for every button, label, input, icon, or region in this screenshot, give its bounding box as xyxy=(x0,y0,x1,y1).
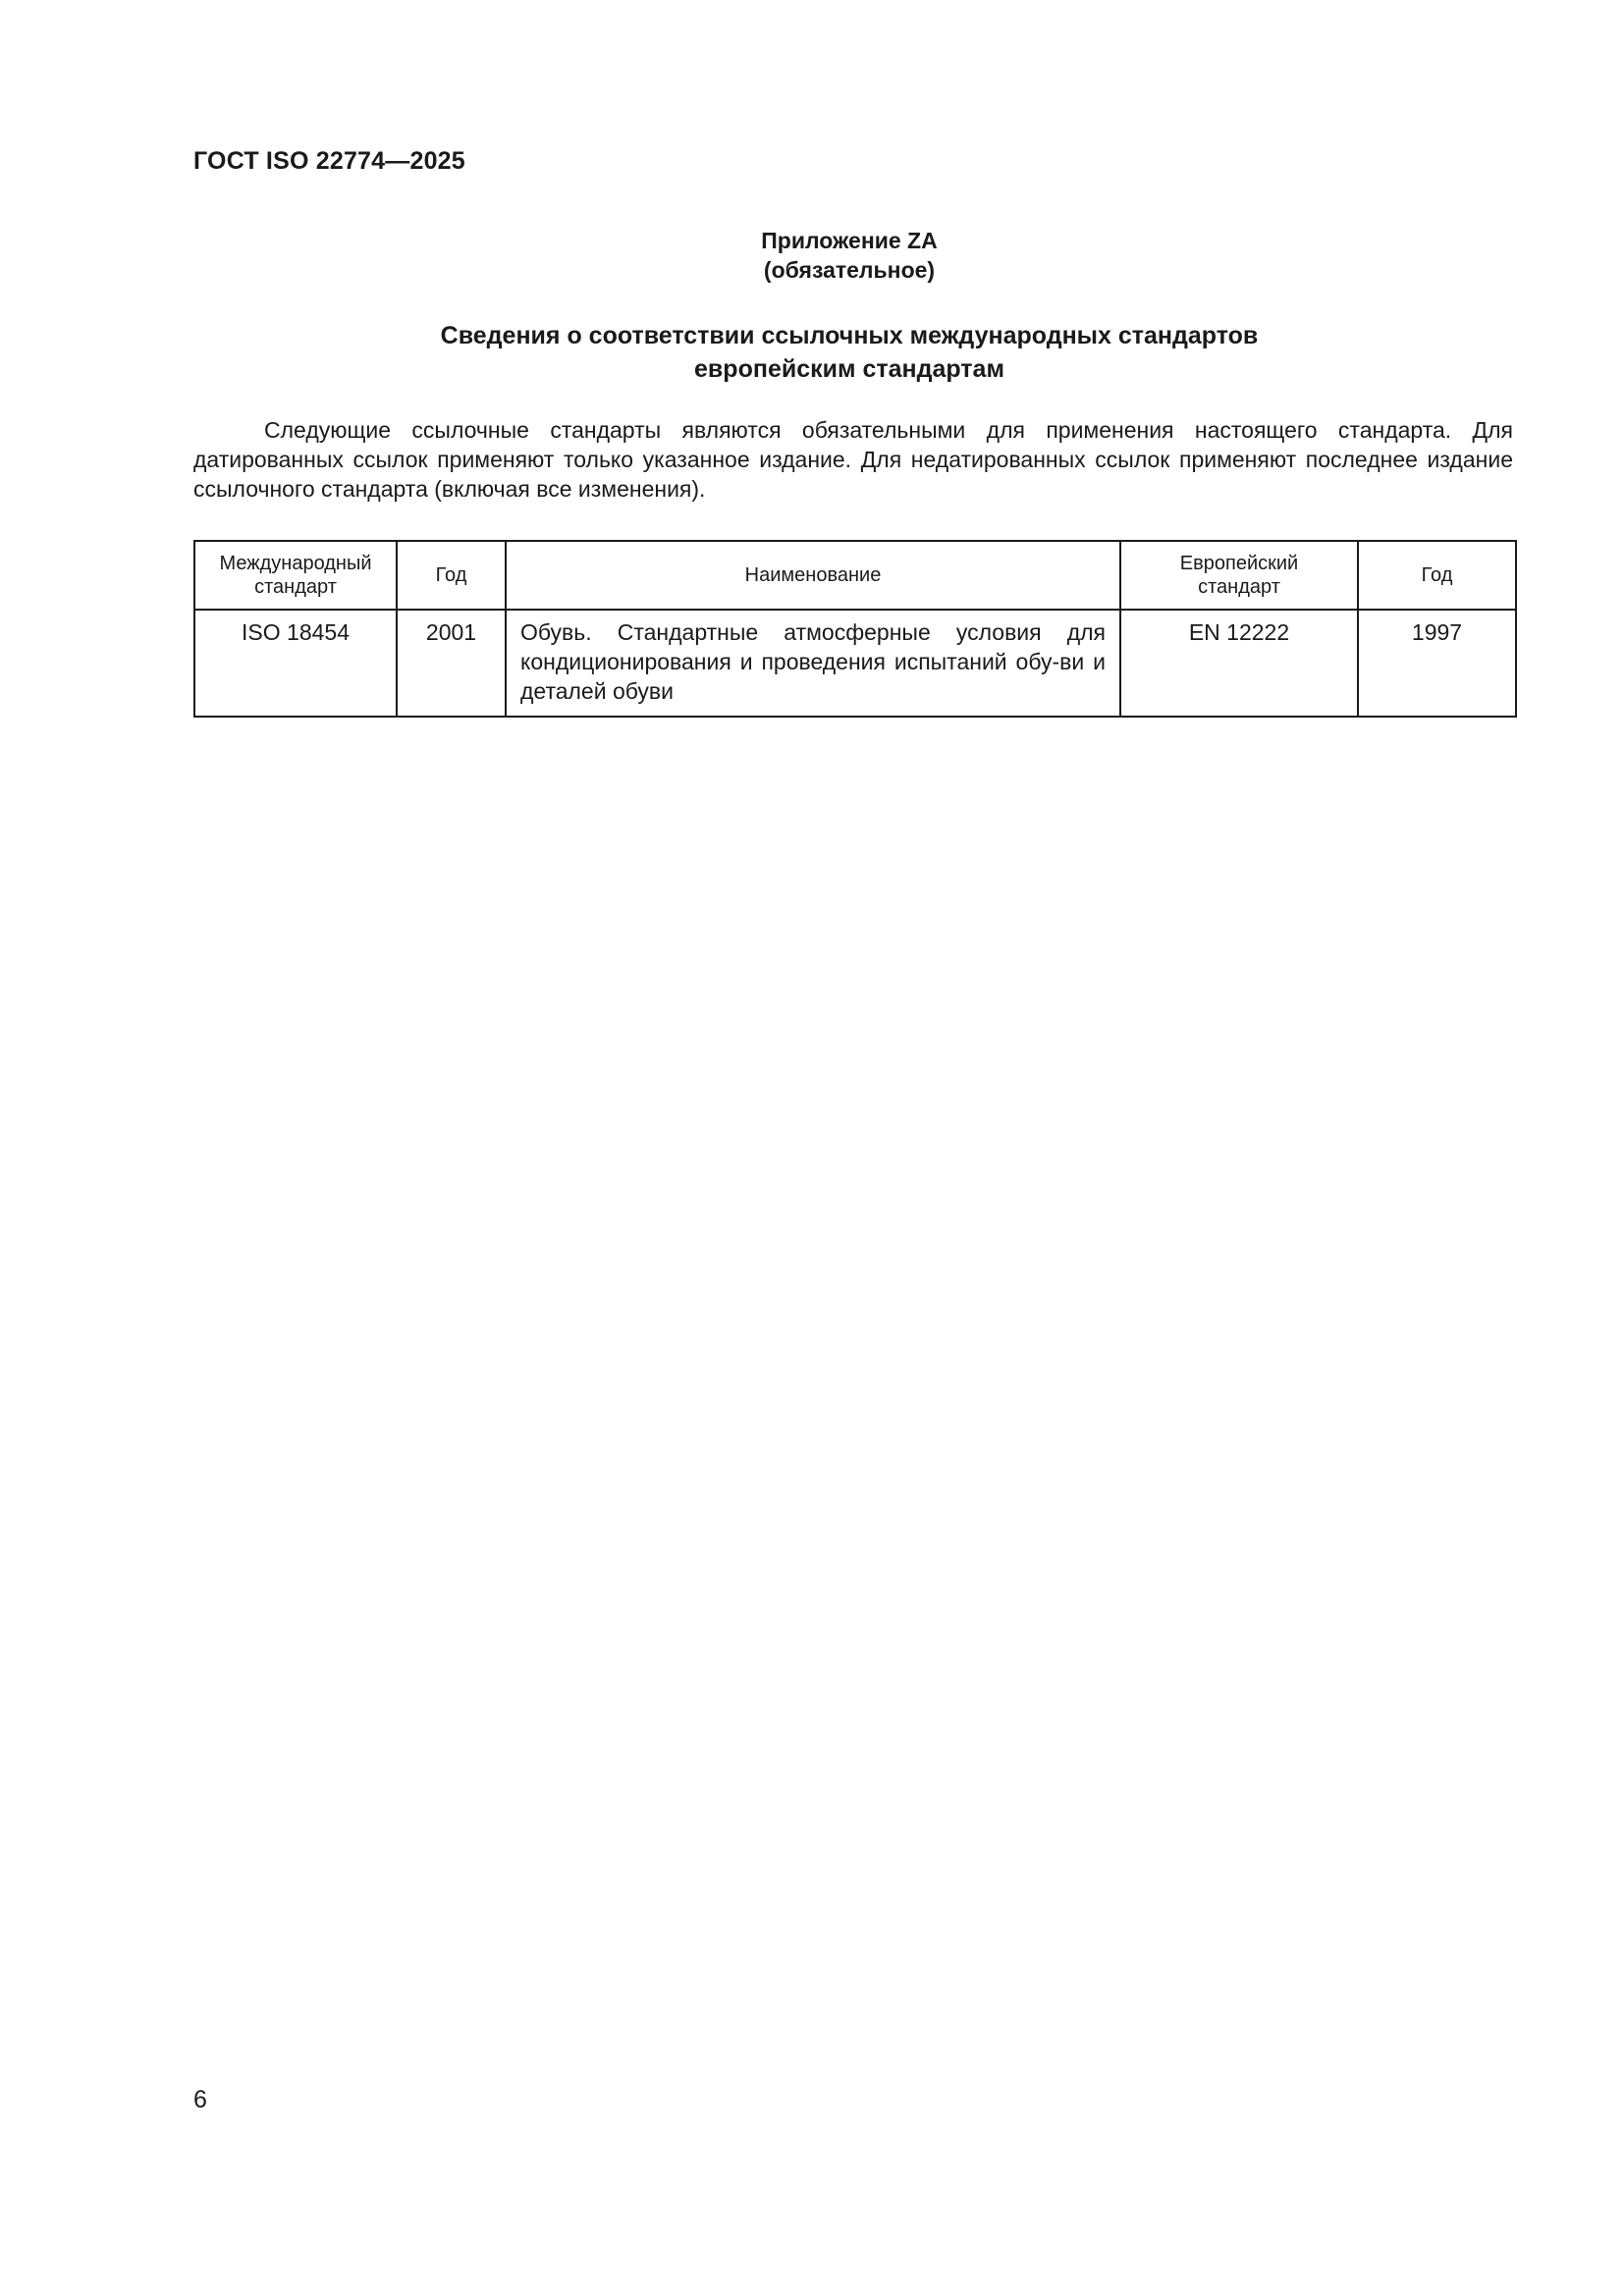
annex-heading xyxy=(0,226,1624,285)
section-title-line-2: европейским стандартам xyxy=(694,355,1004,383)
header-european-standard-line-1: Европейский xyxy=(1179,553,1299,574)
header-year: Год xyxy=(397,541,506,610)
cell-international-standard: ISO 18454 xyxy=(194,610,397,717)
header-international-standard-line-1: Международный xyxy=(219,553,372,574)
reference-standards-table xyxy=(193,540,1517,718)
table-header-row xyxy=(194,541,1516,610)
section-title-line-1: Сведения о соответствии ссылочных международных стандартов xyxy=(440,322,1259,349)
header-european-year: Год xyxy=(1358,541,1516,610)
header-european-standard-line-2: стандарт xyxy=(1198,576,1280,598)
page-number: 6 xyxy=(193,2086,207,2113)
cell-name: Обувь. Стандартные атмосферные условия для кондиционирования и проведения испытаний обу-ви и деталей обуви xyxy=(506,610,1120,717)
header-name: Наименование xyxy=(506,541,1120,610)
header-international-standard xyxy=(194,541,397,610)
annex-status: (обязательное) xyxy=(763,257,936,283)
annex-title: Приложение ZA xyxy=(761,228,938,253)
header-european-standard xyxy=(1120,541,1358,610)
table-row xyxy=(194,610,1516,717)
cell-european-year: 1997 xyxy=(1358,610,1516,717)
cell-european-standard: EN 12222 xyxy=(1120,610,1358,717)
section-title xyxy=(295,319,1404,386)
intro-paragraph: Следующие ссылочные стандарты являются обязательными для применения настоящего стандарта. Для датированных ссылок применяют только указанное издание. Для недатированных ссылок применяют последнее издание ссылочного стандарта (включая все изменения). xyxy=(193,417,1513,502)
header-international-standard-line-2: стандарт xyxy=(254,576,337,598)
document-code: ГОСТ ISO 22774—2025 xyxy=(193,147,465,175)
cell-year: 2001 xyxy=(397,610,506,717)
